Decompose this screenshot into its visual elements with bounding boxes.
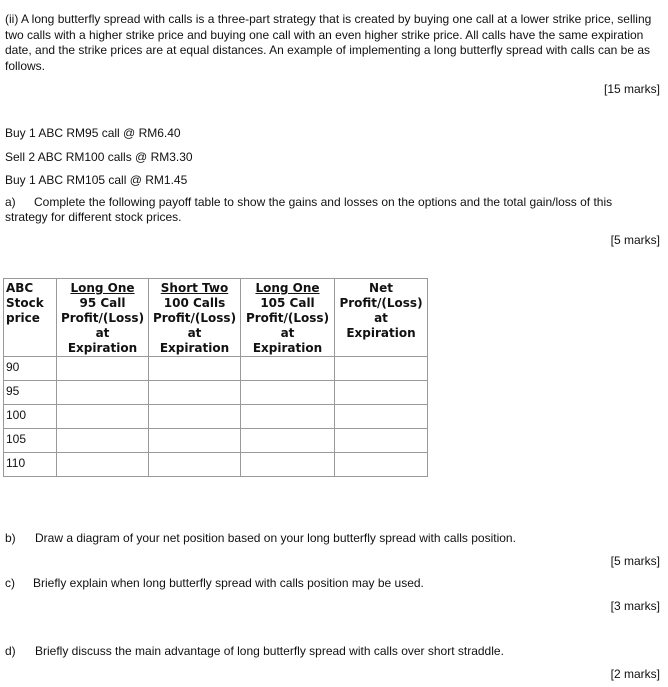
header-line: Net — [369, 281, 393, 295]
header-line: Long One — [255, 281, 320, 295]
question-b-label: b) — [5, 531, 16, 545]
answer-cell[interactable] — [241, 429, 335, 453]
table-row — [4, 357, 428, 381]
header-line: ABC — [6, 281, 34, 295]
answer-cell[interactable] — [149, 357, 241, 381]
header-long-95-call — [57, 279, 149, 357]
header-line: at — [280, 326, 295, 340]
header-line: price — [6, 311, 40, 325]
stock-price-cell: 90 — [4, 357, 57, 381]
header-line: Long One — [70, 281, 135, 295]
header-line: at — [374, 311, 388, 325]
header-line: Profit/(Loss) — [152, 311, 237, 325]
answer-cell[interactable] — [149, 429, 241, 453]
answer-cell[interactable] — [57, 357, 149, 381]
answer-cell[interactable] — [57, 429, 149, 453]
answer-cell[interactable] — [241, 381, 335, 405]
answer-cell[interactable] — [149, 453, 241, 477]
header-line: Expiration — [252, 341, 323, 355]
header-stock-price — [4, 279, 57, 357]
question-d-text: Briefly discuss the main advantage of long butterfly spread with calls over short straddle. — [35, 644, 504, 658]
answer-cell[interactable] — [241, 405, 335, 429]
table-row — [4, 381, 428, 405]
answer-cell[interactable] — [335, 357, 428, 381]
header-line: at — [187, 326, 202, 340]
question-c-marks: [3 marks] — [610, 599, 660, 613]
answer-cell[interactable] — [335, 429, 428, 453]
answer-cell[interactable] — [335, 453, 428, 477]
answer-cell[interactable] — [57, 381, 149, 405]
position-line-1: Buy 1 ABC RM95 call @ RM6.40 — [5, 126, 181, 140]
header-line: at — [95, 326, 110, 340]
question-b-text: Draw a diagram of your net position based on your long butterfly spread with calls position. — [35, 531, 516, 545]
header-line: Profit/(Loss) — [339, 296, 423, 310]
question-a-text: Complete the following payoff table to show the gains and losses on the options and the total gain/loss of this strategy for different stock prices. — [5, 195, 613, 224]
answer-cell[interactable] — [241, 453, 335, 477]
question-c-text: Briefly explain when long butterfly spread with calls position may be used. — [33, 576, 424, 590]
table-row — [4, 453, 428, 477]
header-net-profit — [335, 279, 428, 357]
header-short-100-calls — [149, 279, 241, 357]
stock-price-cell: 105 — [4, 429, 57, 453]
header-line: Expiration — [67, 341, 138, 355]
header-line: Expiration — [159, 341, 230, 355]
table-row — [4, 429, 428, 453]
header-line: 100 Calls — [163, 296, 226, 310]
question-d-marks: [2 marks] — [610, 667, 660, 681]
answer-cell[interactable] — [149, 405, 241, 429]
intro-paragraph: (ii) A long butterfly spread with calls is a three-part strategy that is created by buying one call at a lower strike price, selling two calls with a higher strike price and buying one call with an even higher strike price. All calls have the same expiration date, and the strike prices are at equal distances. An example of implementing a long butterfly spread with calls can be as follows. — [5, 12, 652, 73]
answer-cell[interactable] — [149, 381, 241, 405]
answer-cell[interactable] — [335, 381, 428, 405]
answer-cell[interactable] — [241, 357, 335, 381]
position-line-2: Sell 2 ABC RM100 calls @ RM3.30 — [5, 150, 193, 164]
position-line-3: Buy 1 ABC RM105 call @ RM1.45 — [5, 173, 188, 187]
table-row — [4, 405, 428, 429]
table-header-row — [4, 279, 428, 357]
stock-price-cell: 110 — [4, 453, 57, 477]
header-line: Short Two — [160, 281, 229, 295]
stock-price-cell: 100 — [4, 405, 57, 429]
header-line: 105 Call — [260, 296, 315, 310]
header-line: 95 Call — [79, 296, 126, 310]
stock-price-cell: 95 — [4, 381, 57, 405]
question-d-label: d) — [5, 644, 16, 658]
question-c — [5, 576, 424, 591]
question-a-label: a) — [5, 195, 16, 209]
question-b-marks: [5 marks] — [610, 554, 660, 568]
payoff-table — [3, 278, 428, 477]
header-line: Profit/(Loss) — [60, 311, 145, 325]
header-line: Profit/(Loss) — [245, 311, 330, 325]
question-d — [5, 644, 504, 659]
header-long-105-call — [241, 279, 335, 357]
header-line: Expiration — [346, 326, 416, 340]
question-a — [5, 195, 645, 225]
header-line: Stock — [6, 296, 44, 310]
question-b — [5, 531, 516, 546]
answer-cell[interactable] — [57, 405, 149, 429]
intro-marks: [15 marks] — [603, 82, 660, 96]
answer-cell[interactable] — [335, 405, 428, 429]
answer-cell[interactable] — [57, 453, 149, 477]
question-c-label: c) — [5, 576, 15, 590]
question-a-marks: [5 marks] — [610, 233, 660, 247]
